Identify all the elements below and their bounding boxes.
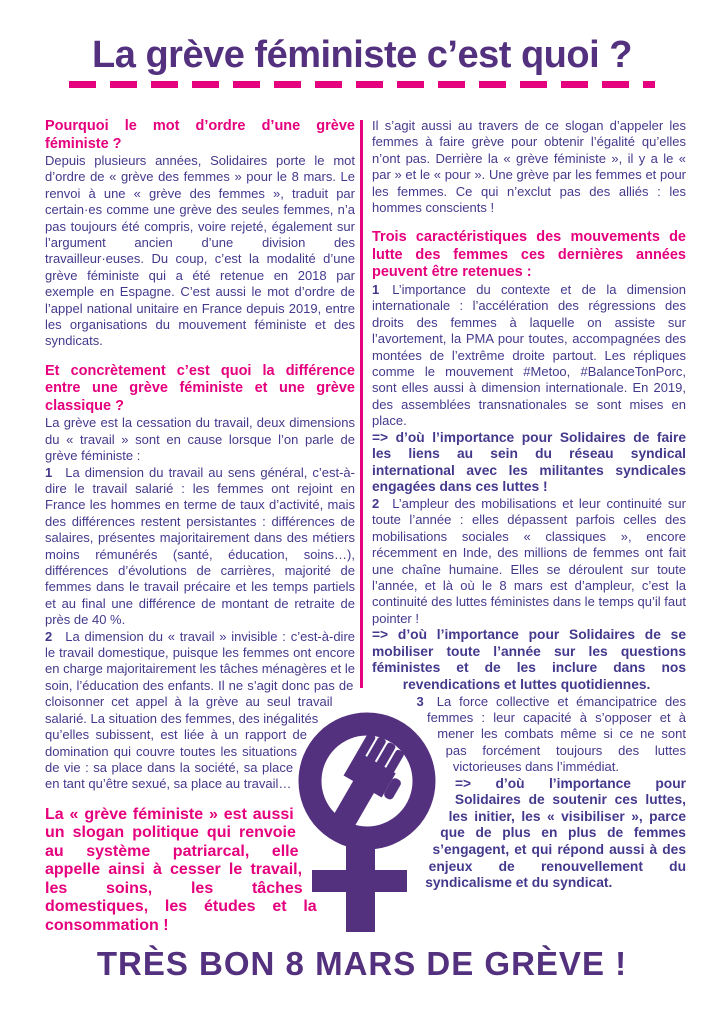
arrow-paragraph: => d’où l’importance pour Solidaires de se mobiliser toute l’année sur les questions féministes et de les inclure dans nos revendications et luttes quotidiennes. xyxy=(372,627,686,692)
item-text: La dimension du « travail » invisible : c’est-à-dire le travail domestique, puisque les femmes ont encore en charge majoritairement les tâches ménagères et le soin, l’éducation des enfants. Il ne s’agit donc pas de cloisonner cet appel à la grève au seul travail salarié. La situation des femmes, des inégalités qu’elles subissent, est liée à un rapport de domination qui couvre toutes les situations de vie : sa place dans la société, sa place en tant qu’être sexué, sa place au travail… xyxy=(45,628,355,792)
arrow-paragraph: => d’où l’importance pour Solidaires de faire les liens au sein du réseau syndical international avec les militantes syndicales engagées dans ces luttes ! xyxy=(372,429,686,495)
item-number: 2 xyxy=(45,628,53,644)
item-number: 1 xyxy=(372,281,380,297)
item-text: L’importance du contexte et de la dimension internationale : l’accélération des régressions des droits des femmes à laquelle on assiste sur l’avortement, la PMA pour toutes, accompagnées des montées de l’extrême droite partout. Les répliques comme le mouvement #Metoo, #BalanceTonPorc, sont elles aussi à dimension internationale. En 2019, des assemblées transnationales se sont mises en place. xyxy=(372,281,686,429)
slogan-paragraph: La « grève féministe » est aussi un slogan politique qui renvoie au système patriarcal, elle appelle ainsi à cesser le travail, les soins, les tâches domestiques, les études et la consommation ! xyxy=(45,805,317,934)
item-text: La force collective et émancipatrice des femmes : leur capacité à s’opposer et à mener les combats même si ce ne sont pas forcément toujours des luttes victorieuses dans l’immédiat. xyxy=(427,693,686,775)
arrow-paragraph: => d’où l’importance pour Solidaires de soutenir ces luttes, les initier, les « visibiliser », parce que de plus en plus de femmes s’engagent, et qui répond aussi à des enjeux de renouvellement du syndicalisme et du syndicat. xyxy=(425,775,686,891)
numbered-paragraph xyxy=(45,465,355,629)
section-heading: Trois caractéristiques des mouvements de lutte des femmes ces dernières années peuvent être retenues : xyxy=(372,229,686,281)
numbered-paragraph xyxy=(372,282,686,430)
body-paragraph: La grève est la cessation du travail, deux dimensions du « travail » sont en cause lorsque l’on parle de grève féministe : xyxy=(45,415,355,464)
footer-slogan: TRÈS BON 8 MARS DE GRÈVE ! xyxy=(96,945,628,982)
item-text: L’ampleur des mobilisations et leur continuité sur toute l’année : elles dépassent parfois celles des mobilisations sociales « classiques », encore récemment en Inde, des millions de femmes ont fait une chaîne humaine. Elles se déroulent sur toute l’année, et là où le 8 mars est d’ampleur, c’est la continuité des luttes féministes dans le temps qu’il faut pointer ! xyxy=(372,495,686,626)
item-number: 1 xyxy=(45,464,53,480)
feminist-fist-symbol-icon xyxy=(296,704,440,936)
body-paragraph: Il s’agit aussi au travers de ce slogan d’appeler les femmes à faire grève pour obtenir l’égalité qu’elles n’ont pas. Derrière la « grève féministe », il y a le « par » et le « pour ». Une grève par les femmes et pour les femmes. Ce qui n’exclut pas des alliés : les hommes conscients ! xyxy=(372,118,686,216)
item-number: 2 xyxy=(372,495,380,511)
venus-cross-bar xyxy=(312,870,407,892)
item-text: La dimension du travail au sens général, c’est-à-dire le travail salarié : les femmes ont rejoint en France les hommes en terme de taux d’activité, mais des différences restent persistantes : différences de salaires, présentes majoritairement dans des métiers moins rémunérés (santé, éducation, soins…), différences d’évolutions de carrières, majorité de femmes dans le travail précaire et les temps partiels et au final une différence de montant de retraite de près de 40 %. xyxy=(45,464,355,628)
flyer-header xyxy=(0,34,724,88)
numbered-paragraph xyxy=(372,496,686,627)
title-underline-dashes xyxy=(69,81,655,88)
section-heading: Et concrètement c’est quoi la différence entre une grève féministe et une grève classique ? xyxy=(45,362,355,414)
item-number: 3 xyxy=(416,693,424,709)
page-title: La grève féministe c’est quoi ? xyxy=(92,34,632,76)
section-heading: Pourquoi le mot d’ordre d’une grève féministe ? xyxy=(45,118,355,152)
body-paragraph: Depuis plusieurs années, Solidaires porte le mot d’ordre de « grève des femmes » pour le 8 mars. Le renvoi à une « grève des femmes », traduit par certain·es comme une grève des seules femmes, n’a pas toujours été compris, voire rejeté, également sur l’argument ancien d’une division des travailleur·euses. Du coup, c’est la modalité d’une grève féministe qui a été retenue en 2018 par exemple en Espagne. C’est aussi le mot d’ordre de l’appel national unitaire en France depuis 2019, entre les organisations du mouvement féministe et des syndicats. xyxy=(45,153,355,349)
